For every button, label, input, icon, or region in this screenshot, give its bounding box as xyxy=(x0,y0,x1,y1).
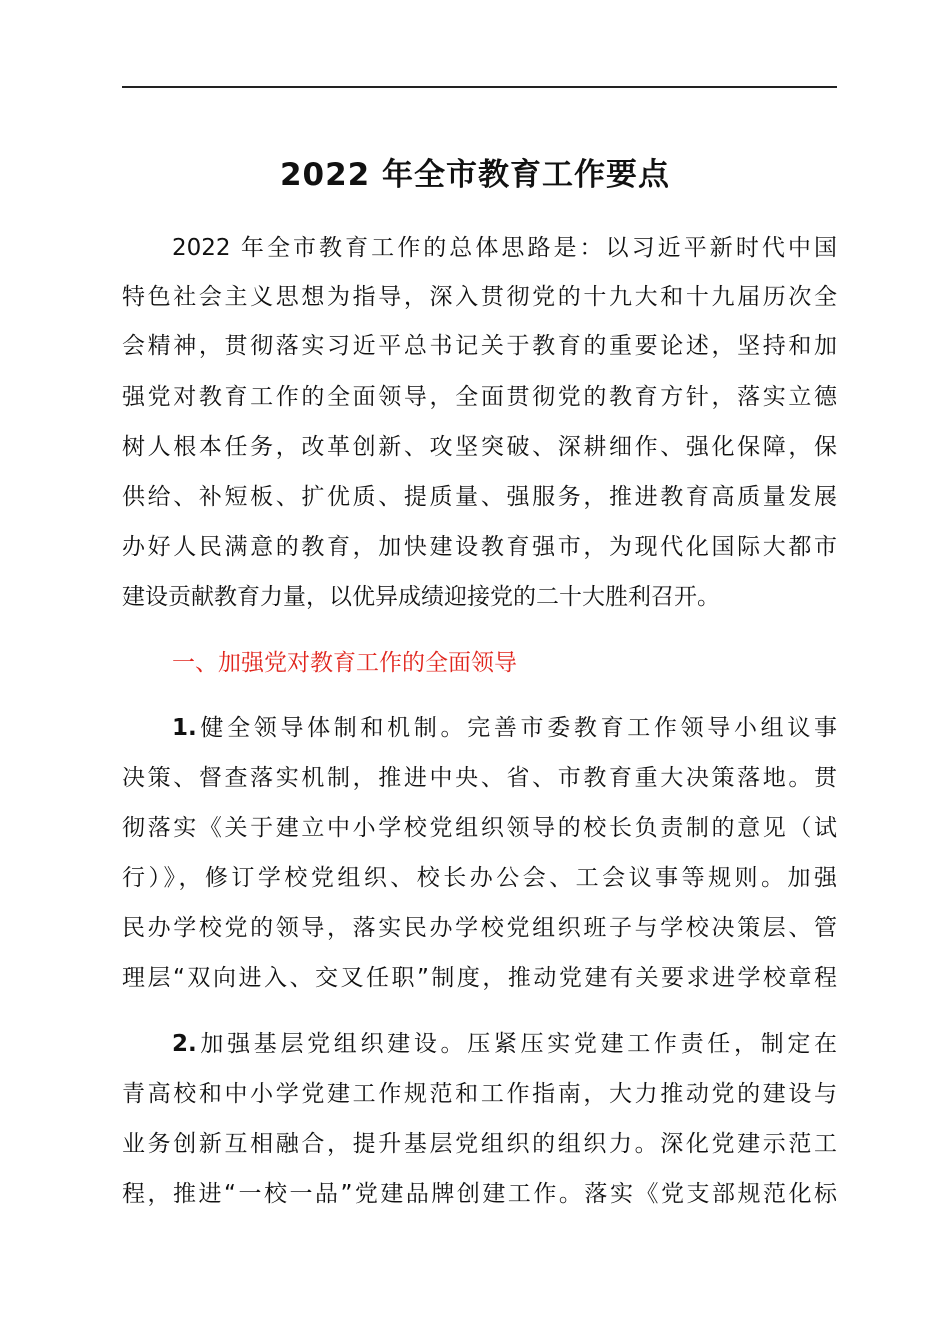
item1-line: 民办学校党的领导，落实民办学校党组织班子与学校决策层、管 xyxy=(122,915,837,941)
page-title: 2022 年全市教育工作要点 xyxy=(279,157,671,193)
item1-first-line xyxy=(172,708,837,748)
item1-line: 理层“双向进入、交叉任职”制度，推动党建有关要求进学校章程 xyxy=(122,965,837,991)
item1-line: 决策、督查落实机制，推进中央、省、市教育重大决策落地。贯 xyxy=(122,765,837,791)
intro-line: 会精神，贯彻落实习近平总书记关于教育的重要论述，坚持和加 xyxy=(122,333,837,359)
intro-line: 特色社会主义思想为指导，深入贯彻党的十九大和十九届历次全 xyxy=(122,284,837,310)
item2-line: 青高校和中小学党建工作规范和工作指南，大力推动党的建设与 xyxy=(122,1081,837,1107)
intro-line: 供给、补短板、扩优质、提质量、强服务，推进教育高质量发展 xyxy=(122,484,837,510)
header-rule xyxy=(122,86,837,88)
intro-line: 建设贡献教育力量，以优异成绩迎接党的二十大胜利召开。 xyxy=(122,584,720,610)
item2-line: 程，推进“一校一品”党建品牌创建工作。落实《党支部规范化标 xyxy=(122,1181,837,1207)
item1-line: 彻落实《关于建立中小学校党组织领导的校长负责制的意见（试 xyxy=(122,815,837,841)
item2-first-line xyxy=(172,1024,837,1064)
item1-number: 1. xyxy=(172,715,197,741)
intro-line: 树人根本任务，改革创新、攻坚突破、深耕细作、强化保障，保 xyxy=(122,434,837,460)
item2-line: 业务创新互相融合，提升基层党组织的组织力。深化党建示范工 xyxy=(122,1131,837,1157)
intro-line: 办好人民满意的教育，加快建设教育强市，为现代化国际大都市 xyxy=(122,534,837,560)
intro-line: 2022 年全市教育工作的总体思路是：以习近平新时代中国 xyxy=(172,235,837,261)
item2-number: 2. xyxy=(172,1031,197,1057)
section-heading: 一、加强党对教育工作的全面领导 xyxy=(172,650,517,676)
intro-line: 强党对教育工作的全面领导，全面贯彻党的教育方针，落实立德 xyxy=(122,384,837,410)
item2-lead: 加强基层党组织建设。压紧压实党建工作责任，制定在 xyxy=(196,1031,837,1057)
item1-line: 行）》，修订学校党组织、校长办公会、工会议事等规则。加强 xyxy=(122,865,837,891)
item1-lead: 健全领导体制和机制。完善市委教育工作领导小组议事 xyxy=(196,715,837,741)
